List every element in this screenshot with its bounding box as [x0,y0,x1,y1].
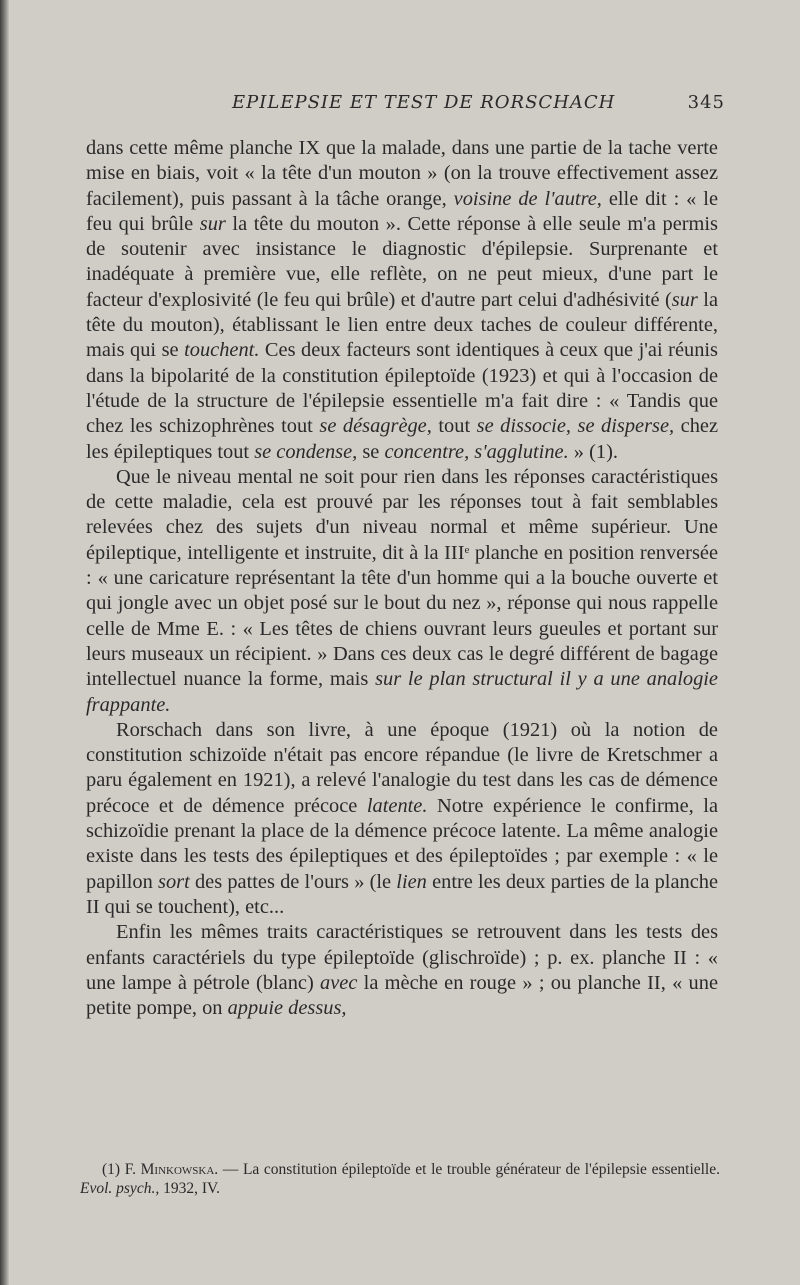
body-text [86,136,718,1021]
paragraph-1: dans cette même planche IX que la malade, dans une partie de la tache verte mise en biais, voit « la tête d'un mouton » (on la trouve effectivement assez facilement), puis passant à la tâche orange, voisine de l'autre, elle dit : « le feu qui brûle sur la tête du mouton ». Cette réponse à elle seule m'a permis de soutenir avec insistance le diagnostic d'épilepsie. Surprenante et inadéquate à première vue, elle reflète, on ne peut mieux, d'une part le facteur d'explosivité (le feu qui brûle) et d'autre part celui d'adhésivité (sur la tête du mouton), établissant le lien entre deux taches de couleur différente, mais qui se touchent. Ces deux facteurs sont identiques à ceux que j'ai réunis dans la bipolarité de la constitution épileptoïde (1923) et qui à l'occasion de l'étude de la structure de l'épilepsie essentielle m'a fait dire : « Tandis que chez les schizophrènes tout se désagrège, tout se dissocie, se disperse, chez les épileptiques tout se condense, se concentre, s'agglutine. » (1). [86,137,718,463]
running-title: EPILEPSIE ET TEST DE RORSCHACH [232,92,616,113]
footnote-text: (1) F. Minkowska. — La constitution épileptoïde et le trouble générateur de l'épilepsie essentielle. Evol. psych., 1932, IV. [80,1161,720,1197]
paragraph-2: Que le niveau mental ne soit pour rien dans les réponses caractéristiques de cette maladie, cela est prouvé par les réponses tout à fait semblables relevées chez des sujets d'un niveau normal et même supérieur. Une épileptique, intelligente et instruite, dit à la IIIe planche en position renversée : « une caricature représentant la tête d'un homme qui a la bouche ouverte et qui jongle avec un objet posé sur le bout du nez », réponse qui nous rappelle celle de Mme E. : « Les têtes de chiens ouvrant leurs gueules et portant sur leurs museaux un récipient. » Dans ces deux cas le degré différent de bagage intellectuel nuance la forme, mais sur le plan structural il y a une analogie frappante. [86,465,719,716]
page-number: 345 [687,92,725,113]
footnote [80,1160,720,1198]
paragraph-4: Enfin les mêmes traits caractéristiques se retrouvent dans les tests des enfants caractériels du type épileptoïde (glischroïde) ; p. ex. planche II : « une lampe à pétrole (blanc) avec la mèche en rouge » ; ou planche II, « une petite pompe, on appuie dessus, [86,921,718,1020]
book-spine-shadow [0,0,9,1285]
footnote-author: Minkowska. [140,1161,219,1178]
footnote-marker: (1) [102,1161,121,1178]
running-header [232,92,725,118]
footnote-journal: Evol. psych., [80,1180,160,1197]
paragraph-3: Rorschach dans son livre, à une époque (1921) où la notion de constitution schizoïde n'était pas encore répandue (le livre de Kretschmer a paru également en 1921), a relevé l'analogie du test dans les cas de démence précoce et de démence précoce latente. Notre expérience le confirme, la schizoïdie prenant la place de la démence précoce latente. La même analogie existe dans les tests des épileptiques et des épileptoïdes ; par exemple : « le papillon sort des pattes de l'ours » (le lien entre les deux parties de la planche II qui se touchent), etc... [86,718,719,918]
